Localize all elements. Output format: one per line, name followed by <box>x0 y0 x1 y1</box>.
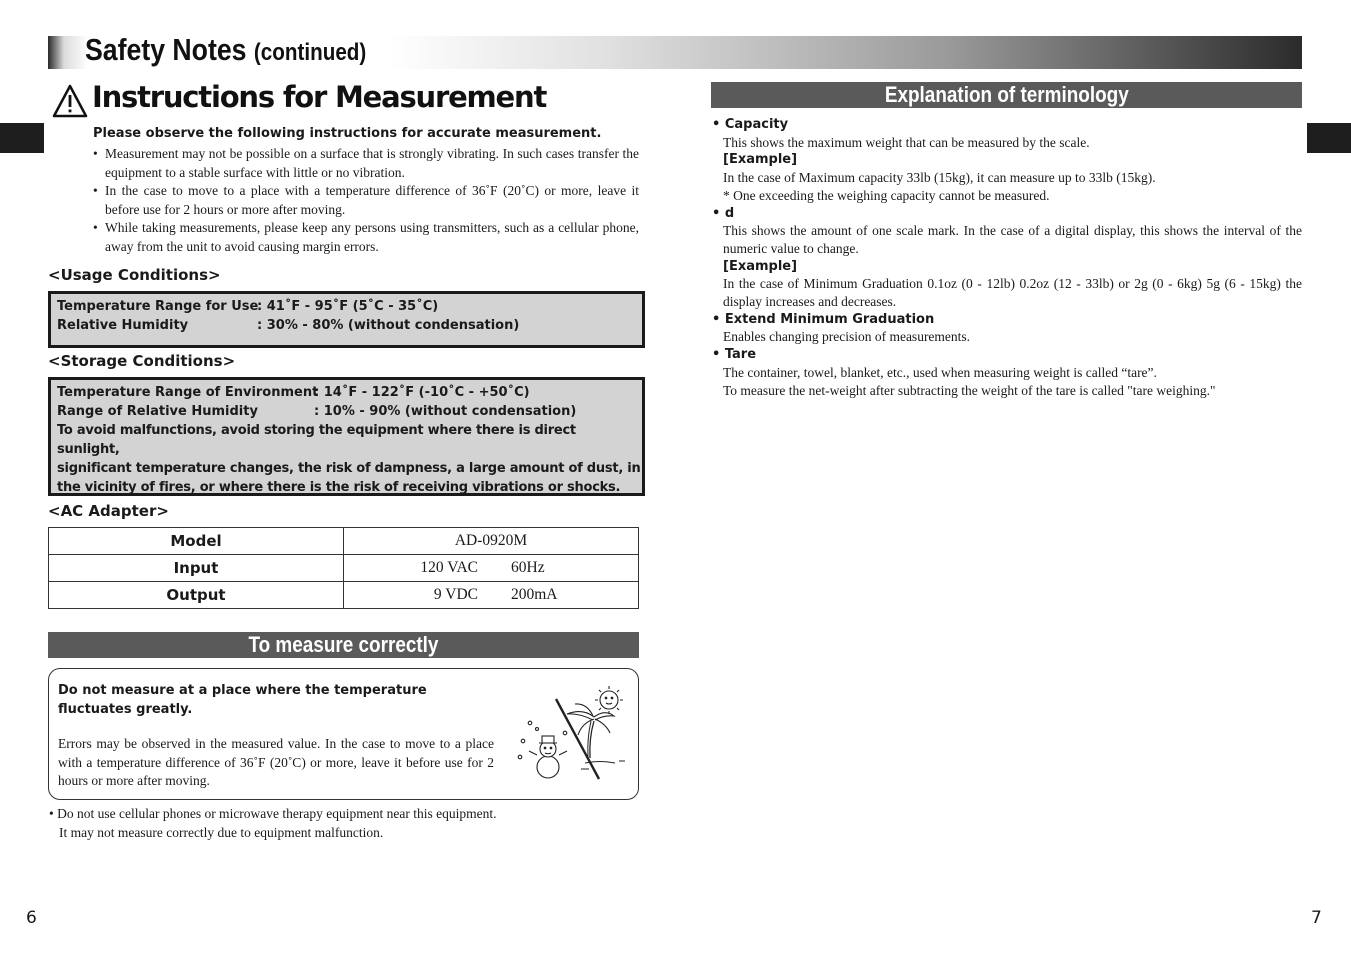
spec-value: 60Hz <box>511 559 545 576</box>
example-text: In the case of Minimum Graduation 0.1oz (0 - 12lb) 0.2oz (12 - 33lb) or 2g (0 - 6kg) 5g (6 - 15kg) the display increases and decreases. <box>723 276 1302 310</box>
storage-label: Temperature Range of Environment <box>57 385 319 400</box>
instruction-item: • Measurement may not be possible on a surface that is strongly vibrating. In such cases transfer the equipment to a stable surface with little or no vibration. <box>93 145 639 182</box>
storage-note-line: the vicinity of fires, or where there is the risk of receiving vibrations or shocks. <box>57 480 621 495</box>
sun-icon <box>595 686 623 714</box>
slash-line <box>556 699 599 779</box>
example-label: [Example] <box>723 258 798 274</box>
spec-value: 9 VDC <box>433 586 478 603</box>
term-description: This shows the amount of one scale mark. In the case of a digital display, this shows the interval of the numeric value to change. <box>723 223 1302 256</box>
storage-note <box>57 421 642 497</box>
spec-label: Output <box>49 582 344 609</box>
instructions-intro: Please observe the following instructions for accurate measurement. <box>93 126 602 141</box>
snowman-palm-illustration <box>515 683 630 783</box>
right-edge-tab <box>1307 123 1351 153</box>
usage-box <box>48 291 645 348</box>
spec-value-cell <box>344 555 639 582</box>
usage-value: : 41˚F - 95˚F (5˚C - 35˚C) <box>257 299 439 314</box>
left-edge-tab <box>0 123 44 153</box>
instructions-list <box>93 145 639 256</box>
table-row <box>49 555 639 582</box>
capacity-note: * One exceeding the weighing capacity cannot be measured. <box>723 187 1050 203</box>
title-main: Safety Notes <box>85 32 247 67</box>
usage-heading: <Usage Conditions> <box>48 266 221 284</box>
spec-value: AD-0920M <box>454 532 528 549</box>
spec-label: Model <box>49 528 344 555</box>
storage-heading: <Storage Conditions> <box>48 352 236 370</box>
terminology-title: Explanation of terminology <box>884 82 1129 107</box>
warning-icon <box>52 84 88 118</box>
term-capacity: • Capacity <box>712 116 1302 134</box>
measure-heading: Do not measure at a place where the temperature fluctuates greatly. <box>58 683 427 717</box>
title-continued: (continued) <box>253 39 367 66</box>
measure-body: Errors may be observed in the measured value. In the case to move to a place with a temperature difference of 36˚F (20˚C) or more, leave it before use for 2 hours or more after moving. <box>58 736 494 788</box>
spec-value: 200mA <box>511 586 558 603</box>
term-description: To measure the net-weight after subtracting the weight of the tare is called "tare weighing." <box>723 382 1216 398</box>
term-d: • d <box>712 205 1302 223</box>
storage-note-line: significant temperature changes, the risk of dampness, a large amount of dust, in <box>57 461 641 476</box>
example-text: In the case of Maximum capacity 33lb (15kg), it can measure up to 33lb (15kg). <box>723 170 1156 186</box>
table-row <box>49 582 639 609</box>
instruction-item: • While taking measurements, please keep any persons using transmitters, such as a cellular phone, away from the unit to avoid causing margin errors. <box>93 219 639 256</box>
usage-row <box>57 316 642 335</box>
usage-row <box>57 297 642 316</box>
term-description: Enables changing precision of measurements. <box>723 329 971 345</box>
instructions-title: Instructions for Measurement <box>92 80 547 114</box>
page-title <box>85 32 366 68</box>
usage-label: Relative Humidity <box>57 318 189 333</box>
spec-value: 120 VAC <box>420 559 478 576</box>
storage-row <box>57 383 642 402</box>
storage-value: : 14˚F - 122˚F (-10˚C - +50˚C) <box>314 385 530 400</box>
page-number-left: 6 <box>26 908 37 928</box>
storage-row <box>57 402 642 421</box>
example-label: [Example] <box>723 152 798 168</box>
term-description: The container, towel, blanket, etc., used when measuring weight is called “tare”. <box>723 364 1157 380</box>
storage-value: : 10% - 90% (without condensation) <box>314 404 577 419</box>
term-extend-min-graduation: • Extend Minimum Graduation <box>712 311 1302 329</box>
ac-adapter-heading: <AC Adapter> <box>48 502 169 520</box>
snowman-icon <box>518 721 567 778</box>
spec-value-cell <box>344 528 639 555</box>
storage-label: Range of Relative Humidity <box>57 404 258 419</box>
instruction-item: • In the case to move to a place with a temperature difference of 36˚F (20˚C) or more, leave it before use for 2 hours or more after moving. <box>93 182 639 219</box>
usage-label: Temperature Range for Use <box>57 299 259 314</box>
measure-section-bar <box>48 632 639 658</box>
storage-box <box>48 377 645 496</box>
spec-label: Input <box>49 555 344 582</box>
term-description: This shows the maximum weight that can be measured by the scale. <box>723 134 1090 150</box>
ac-adapter-table <box>48 527 639 609</box>
phone-note <box>49 804 496 842</box>
usage-value: : 30% - 80% (without condensation) <box>257 318 520 333</box>
measure-section-title: To measure correctly <box>248 632 439 657</box>
phone-note-line: It may not measure correctly due to equipment malfunction. <box>59 825 384 840</box>
term-tare: • Tare <box>712 346 1302 364</box>
phone-note-line: • Do not use cellular phones or microwave therapy equipment near this equipment. <box>49 806 497 821</box>
terminology-list <box>712 116 1302 399</box>
spec-value-cell <box>344 582 639 609</box>
measure-box <box>48 668 639 800</box>
table-row <box>49 528 639 555</box>
page-number-right: 7 <box>1311 908 1322 928</box>
storage-note-line: To avoid malfunctions, avoid storing the equipment where there is direct sunlight, <box>57 423 576 457</box>
terminology-bar <box>711 82 1302 108</box>
